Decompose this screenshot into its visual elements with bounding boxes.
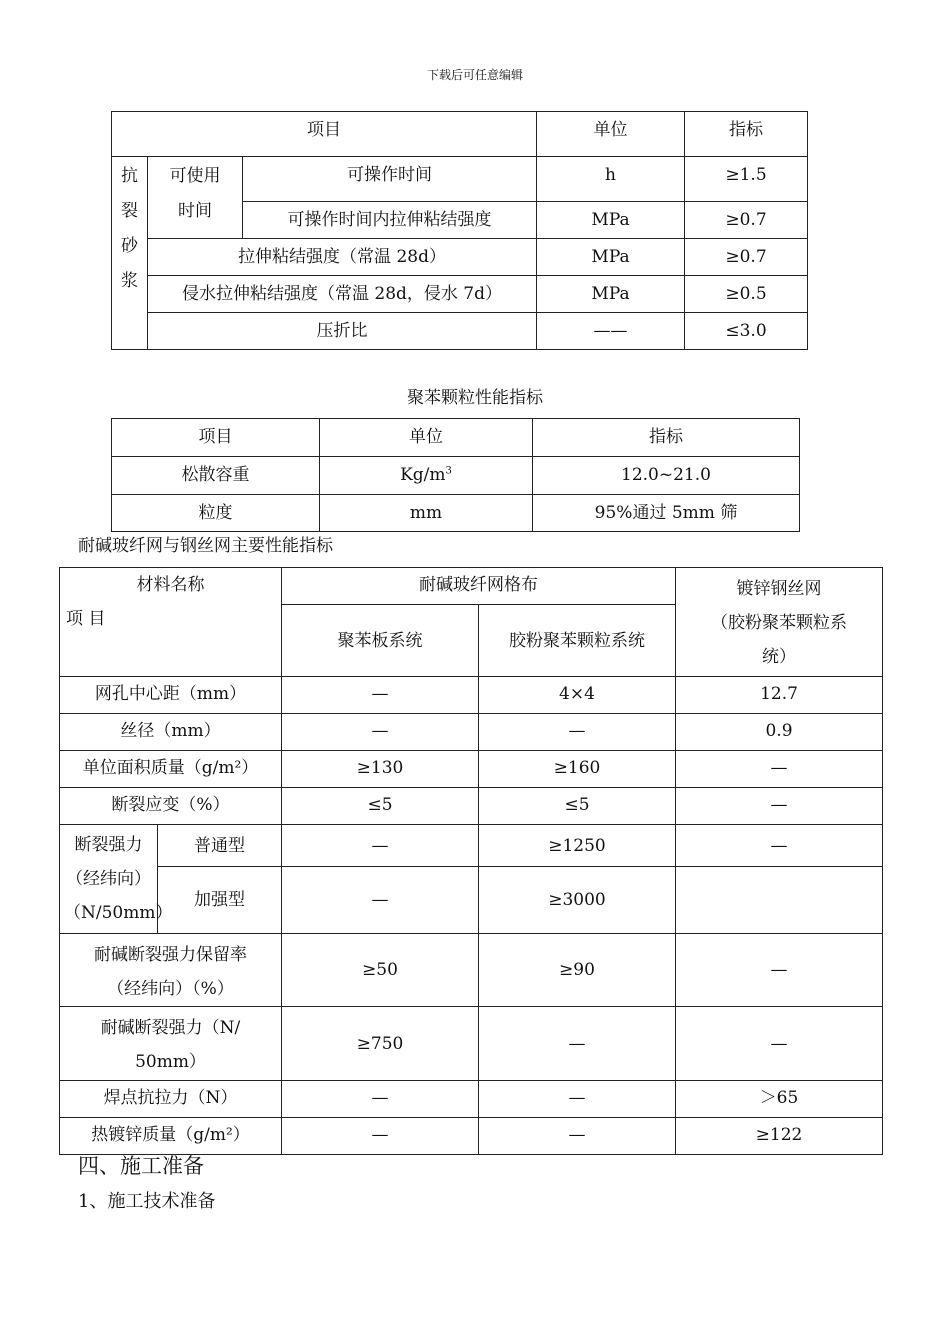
t3-row-c2: ≥90 — [479, 934, 676, 1007]
t1-row-name: 侵水拉伸粘结强度（常温 28d，侵水 7d） — [148, 276, 537, 313]
t3-row-c1: — — [282, 1081, 479, 1118]
t3-row-c1: ≥750 — [282, 1007, 479, 1081]
t1-head-unit: 单位 — [537, 112, 685, 157]
t3-row-name: 热镀锌质量（g/m²） — [60, 1118, 282, 1155]
t3-row-name: 耐碱断裂强力保留率 （经纬向）（%） — [60, 934, 282, 1007]
t3-row-c2: — — [479, 1118, 676, 1155]
t3-normal-c2: ≥1250 — [479, 825, 676, 867]
t2-row-unit — [320, 495, 533, 532]
t3-row-c3: ＞65 — [676, 1081, 883, 1118]
t3-row-c2: ≤5 — [479, 788, 676, 825]
t3-row-c3: 0.9 — [676, 714, 883, 751]
t2-head-index: 指标 — [533, 419, 800, 457]
t3-normal-c3: — — [676, 825, 883, 867]
t3-row-c1: ≤5 — [282, 788, 479, 825]
section-subheading: 1、施工技术准备 — [78, 1191, 216, 1212]
t3-row-name: 耐碱断裂强力（N/ 50mm） — [60, 1007, 282, 1081]
t3-row-name: 断裂应变（%） — [60, 788, 282, 825]
t3-row-c3: — — [676, 751, 883, 788]
t3-row-c3: — — [676, 788, 883, 825]
t3-row-c3: — — [676, 934, 883, 1007]
t2-row-value: 12.0~21.0 — [533, 457, 800, 495]
t3-reinforced-c1: — — [282, 867, 479, 934]
t1-row-unit: MPa — [537, 239, 685, 276]
t2-row-value: 95%通过 5mm 筛 — [533, 495, 800, 532]
t3-reinforced-c3 — [676, 867, 883, 934]
t1-row-name: 可操作时间 — [243, 157, 537, 202]
t3-head-corner — [60, 568, 282, 677]
t3-head-item: 项 目 — [66, 609, 106, 629]
t3-row-c1: — — [282, 714, 479, 751]
t3-row-c3: — — [676, 1007, 883, 1081]
t3-row-c1: — — [282, 677, 479, 714]
t3-head-steel: 镀锌钢丝网 （胶粉聚苯颗粒系 统） — [676, 568, 883, 677]
t3-break-strength-label: 断裂强力 （经纬向） （N/50mm） — [60, 825, 158, 934]
t2-head-item: 项目 — [112, 419, 320, 457]
t1-row-value: ≥1.5 — [685, 157, 808, 202]
t3-normal-c1: — — [282, 825, 479, 867]
t1-category: 抗 裂 砂 浆 — [112, 157, 148, 350]
mesh-performance-table — [59, 567, 883, 1155]
t3-head-particle: 胶粉聚苯颗粒系统 — [479, 605, 676, 677]
t2-unit-base: Kg/m — [400, 465, 446, 485]
t1-row-unit: MPa — [537, 276, 685, 313]
t3-head-material-name: 材料名称 — [136, 575, 205, 595]
t3-row-c1: ≥50 — [282, 934, 479, 1007]
t2-row-name: 松散容重 — [112, 457, 320, 495]
t3-row-c2: ≥160 — [479, 751, 676, 788]
t3-row-name: 焊点抗拉力（N） — [60, 1081, 282, 1118]
t3-row-c2: — — [479, 1081, 676, 1118]
t3-row-c2: 4×4 — [479, 677, 676, 714]
t2-row-name: 粒度 — [112, 495, 320, 532]
t3-type-normal: 普通型 — [158, 825, 282, 867]
polystyrene-particle-table — [111, 418, 800, 532]
section-heading: 四、施工准备 — [78, 1154, 204, 1178]
t1-row-unit: h — [537, 157, 685, 202]
t3-row-c3: ≥122 — [676, 1118, 883, 1155]
t1-head-item: 项目 — [112, 112, 537, 157]
t1-row-name: 压折比 — [148, 313, 537, 350]
t3-row-c3: 12.7 — [676, 677, 883, 714]
t1-row-unit: —— — [537, 313, 685, 350]
t2-unit-base: mm — [409, 503, 443, 523]
mesh-performance-caption: 耐碱玻纤网与钢丝网主要性能指标 — [78, 536, 333, 556]
t1-group: 可使用 时间 — [148, 157, 243, 239]
t1-row-unit: MPa — [537, 202, 685, 239]
t3-row-c1: ≥130 — [282, 751, 479, 788]
t3-type-reinforced: 加强型 — [158, 867, 282, 934]
t1-row-value: ≥0.7 — [685, 202, 808, 239]
t1-head-index: 指标 — [685, 112, 808, 157]
t3-row-name: 丝径（mm） — [60, 714, 282, 751]
page-header-note: 下载后可任意编辑 — [426, 68, 523, 82]
t2-head-unit: 单位 — [320, 419, 533, 457]
polystyrene-particle-caption: 聚苯颗粒性能指标 — [407, 388, 543, 408]
t1-row-value: ≤3.0 — [685, 313, 808, 350]
t3-reinforced-c2: ≥3000 — [479, 867, 676, 934]
t2-row-unit — [320, 457, 533, 495]
t2-unit-sup: 3 — [445, 465, 452, 477]
t3-head-fiberglass: 耐碱玻纤网格布 — [282, 568, 676, 605]
t1-row-name: 可操作时间内拉伸粘结强度 — [243, 202, 537, 239]
t1-row-name: 拉伸粘结强度（常温 28d） — [148, 239, 537, 276]
t1-row-value: ≥0.7 — [685, 239, 808, 276]
t3-head-eps: 聚苯板系统 — [282, 605, 479, 677]
anti-crack-mortar-table — [111, 111, 808, 350]
t3-row-name: 单位面积质量（g/m²） — [60, 751, 282, 788]
t3-row-c2: — — [479, 714, 676, 751]
t3-row-c1: — — [282, 1118, 479, 1155]
t3-row-c2: — — [479, 1007, 676, 1081]
t3-row-name: 网孔中心距（mm） — [60, 677, 282, 714]
t1-row-value: ≥0.5 — [685, 276, 808, 313]
